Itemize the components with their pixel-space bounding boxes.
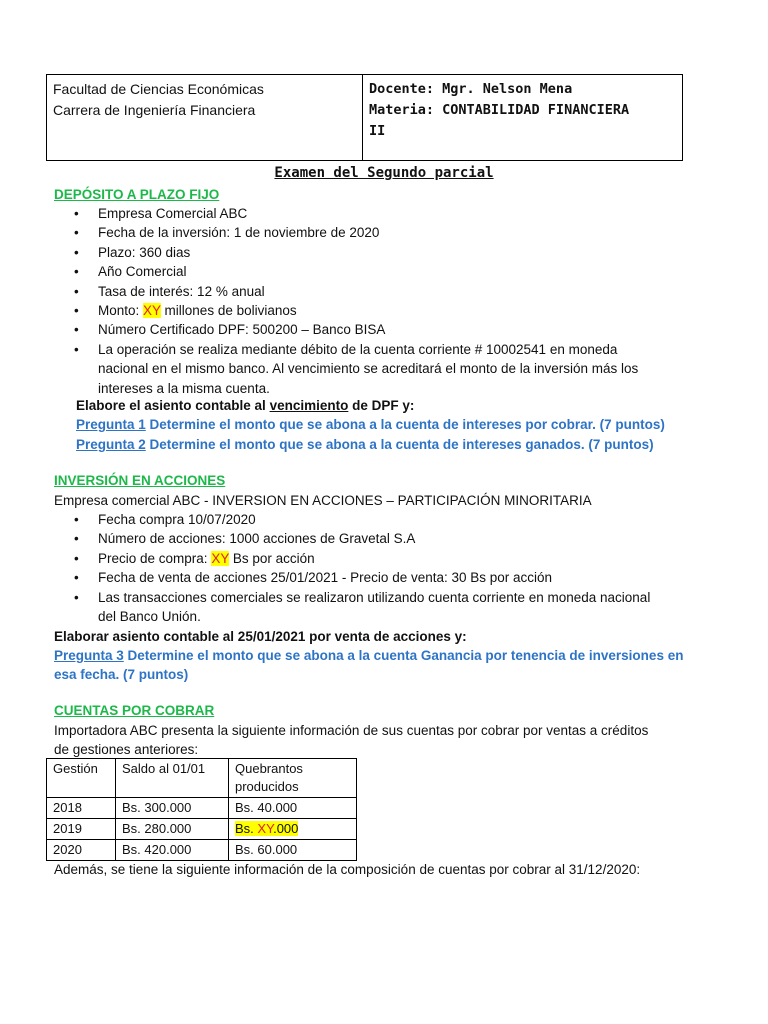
table-row (47, 798, 357, 819)
list-item-operacion (54, 340, 694, 398)
monto-unit: millones de bolivianos (160, 303, 297, 319)
operacion-line: nacional en el mismo banco. Al vencimiento se acreditará el monto de la inversión más los (98, 361, 639, 377)
cuentas-intro (54, 721, 714, 759)
question-2-text: Determine el monto que se abona a la cuenta de intereses ganados. (7 puntos) (145, 437, 654, 452)
precio-unit: Bs por acción (229, 550, 315, 566)
section-title-dpf: DEPÓSITO A PLAZO FIJO (54, 187, 220, 202)
acciones-instruction: Elaborar asiento contable al 25/01/2021 por venta de acciones y: (54, 629, 467, 644)
faculty-name: Facultad de Ciencias Económicas (53, 81, 264, 97)
table-cell: Bs. 60.000 (229, 840, 357, 861)
hl-suffix: .000 (273, 821, 299, 836)
list-item: • Tasa de interés: 12 % anual (54, 282, 694, 301)
table-cell: 2019 (47, 819, 116, 840)
monto-placeholder: XY (143, 303, 161, 319)
table-cell: Bs. 300.000 (116, 798, 229, 819)
transacciones-line: del Banco Unión. (98, 609, 201, 625)
question-1-label: Pregunta 1 (76, 417, 146, 432)
cuentas-intro-line: Importadora ABC presenta la siguiente información de sus cuentas por cobrar por ventas a créditos (54, 723, 649, 738)
table-cell-highlighted (229, 819, 357, 840)
subject-name-line1: Materia: CONTABILIDAD FINANCIERA (369, 102, 630, 118)
question-1 (76, 415, 736, 434)
cuentas-table (46, 758, 357, 861)
instruction-text: Elabore el asiento contable al (76, 398, 270, 413)
operacion-line: • La operación se realiza mediante débito de la cuenta corriente # 10002541 en moneda (98, 341, 618, 357)
subject-name-line2: II (369, 123, 386, 139)
question-3-text: esa fecha. (7 puntos) (54, 667, 189, 682)
dpf-list (54, 204, 694, 398)
header-table (46, 74, 683, 161)
header-institution (47, 75, 363, 160)
section-title-acciones: INVERSIÓN EN ACCIONES (54, 473, 226, 488)
table-header-cell: Quebrantos producidos (229, 759, 357, 798)
list-item: • Fecha de la inversión: 1 de noviembre de 2020 (54, 223, 694, 242)
transacciones-line: • Las transacciones comerciales se realizaron utilizando cuenta corriente en moneda nacional (98, 589, 651, 605)
table-cell: Bs. 40.000 (229, 798, 357, 819)
question-3-text: Determine el monto que se abona a la cuenta Ganancia por tenencia de inversiones en (123, 648, 684, 663)
precio-label: Precio de compra: (98, 550, 212, 566)
table-header-cell: Saldo al 01/01 (116, 759, 229, 798)
list-item: • Fecha de venta de acciones 25/01/2021 - Precio de venta: 30 Bs por acción (54, 568, 694, 587)
question-3 (54, 646, 714, 684)
precio-placeholder: XY (211, 550, 230, 566)
table-row (47, 819, 357, 840)
list-item-monto (54, 301, 694, 320)
list-item-precio (54, 549, 694, 568)
table-row (47, 840, 357, 861)
question-3-label: Pregunta 3 (54, 648, 124, 663)
table-cell: Bs. 420.000 (116, 840, 229, 861)
hl-placeholder: XY (257, 821, 274, 836)
list-item-transacciones (54, 588, 694, 627)
acciones-list (54, 510, 694, 626)
table-cell: Bs. 280.000 (116, 819, 229, 840)
table-cell: 2020 (47, 840, 116, 861)
list-item: • Número de acciones: 1000 acciones de Gravetal S.A (54, 529, 694, 548)
hl-prefix: Bs. (235, 821, 258, 836)
table-header-cell: Gestión (47, 759, 116, 798)
dpf-instruction (76, 396, 736, 415)
operacion-line: intereses a la misma cuenta. (98, 380, 270, 396)
acciones-intro: Empresa comercial ABC - INVERSION EN ACCIONES – PARTICIPACIÓN MINORITARIA (54, 493, 592, 508)
section-title-cuentas: CUENTAS POR COBRAR (54, 703, 215, 718)
table-cell: 2018 (47, 798, 116, 819)
instruction-underlined: vencimiento (269, 398, 349, 413)
list-item: • Fecha compra 10/07/2020 (54, 510, 694, 529)
header-course (363, 75, 682, 160)
teacher-name: Docente: Mgr. Nelson Mena (369, 81, 573, 97)
exam-title: Examen del Segundo parcial (274, 165, 494, 181)
list-item: • Año Comercial (54, 262, 694, 281)
list-item: • Plazo: 360 dias (54, 243, 694, 262)
question-2 (76, 435, 736, 454)
list-item: • Número Certificado DPF: 500200 – Banco BISA (54, 320, 694, 339)
instruction-text: de DPF y: (348, 398, 415, 413)
career-name: Carrera de Ingeniería Financiera (53, 102, 256, 118)
cuentas-intro-line: de gestiones anteriores: (54, 742, 199, 757)
table-header-row (47, 759, 357, 798)
question-2-label: Pregunta 2 (76, 437, 146, 452)
list-item: • Empresa Comercial ABC (54, 204, 694, 223)
monto-label: Monto: (98, 303, 144, 319)
question-1-text: Determine el monto que se abona a la cuenta de intereses por cobrar. (7 puntos) (145, 417, 665, 432)
cuentas-footer: Además, se tiene la siguiente información de la composición de cuentas por cobrar al 31/12/2020: (54, 862, 641, 877)
